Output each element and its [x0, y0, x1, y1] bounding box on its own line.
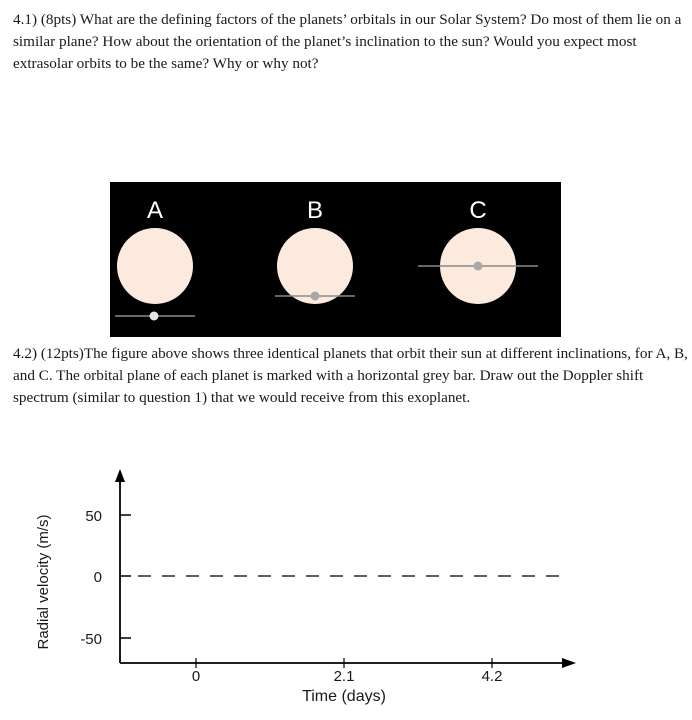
panel-label-c: C: [469, 197, 487, 224]
x-tick-label-0: 0: [191, 668, 201, 685]
y-axis-arrow: [115, 469, 125, 482]
panel-label-b: B: [306, 197, 324, 224]
y-tick-label-minus-50: -50: [80, 631, 102, 648]
x-tick-label-4-2: 4.2: [481, 668, 503, 685]
y-tick-label-50: 50: [85, 508, 102, 525]
inclination-figure: [110, 182, 561, 337]
planet-b: [311, 292, 320, 301]
doppler-graph: [0, 455, 692, 720]
star-a: [117, 228, 193, 304]
planet-c: [474, 262, 483, 271]
x-axis-label: Time (days): [302, 688, 386, 705]
x-axis-arrow: [562, 658, 576, 668]
question-4-2-text: 4.2) (12pts)The figure above shows three identical planets that orbit their sun at different inclinations, for A, B, and C. The orbital plane of each planet is marked with a horizontal grey bar. Draw out the Doppler shift spectrum (similar to question 1) that we would receive from this exoplanet.: [13, 345, 688, 406]
y-axis-label: Radial velocity (m/s): [35, 514, 52, 650]
x-tick-label-2-1: 2.1: [333, 668, 355, 685]
planet-a: [150, 312, 159, 321]
y-tick-label-0: 0: [93, 569, 102, 586]
panel-label-a: A: [146, 197, 164, 224]
question-4-1-text: 4.1) (8pts) What are the defining factors of the planets’ orbitals in our Solar System? Do most of them lie on a similar plane? How about the orientation of the planet’s inclination to the sun? Would you expect most extrasolar orbits to be the same? Why or why not?: [13, 11, 682, 72]
